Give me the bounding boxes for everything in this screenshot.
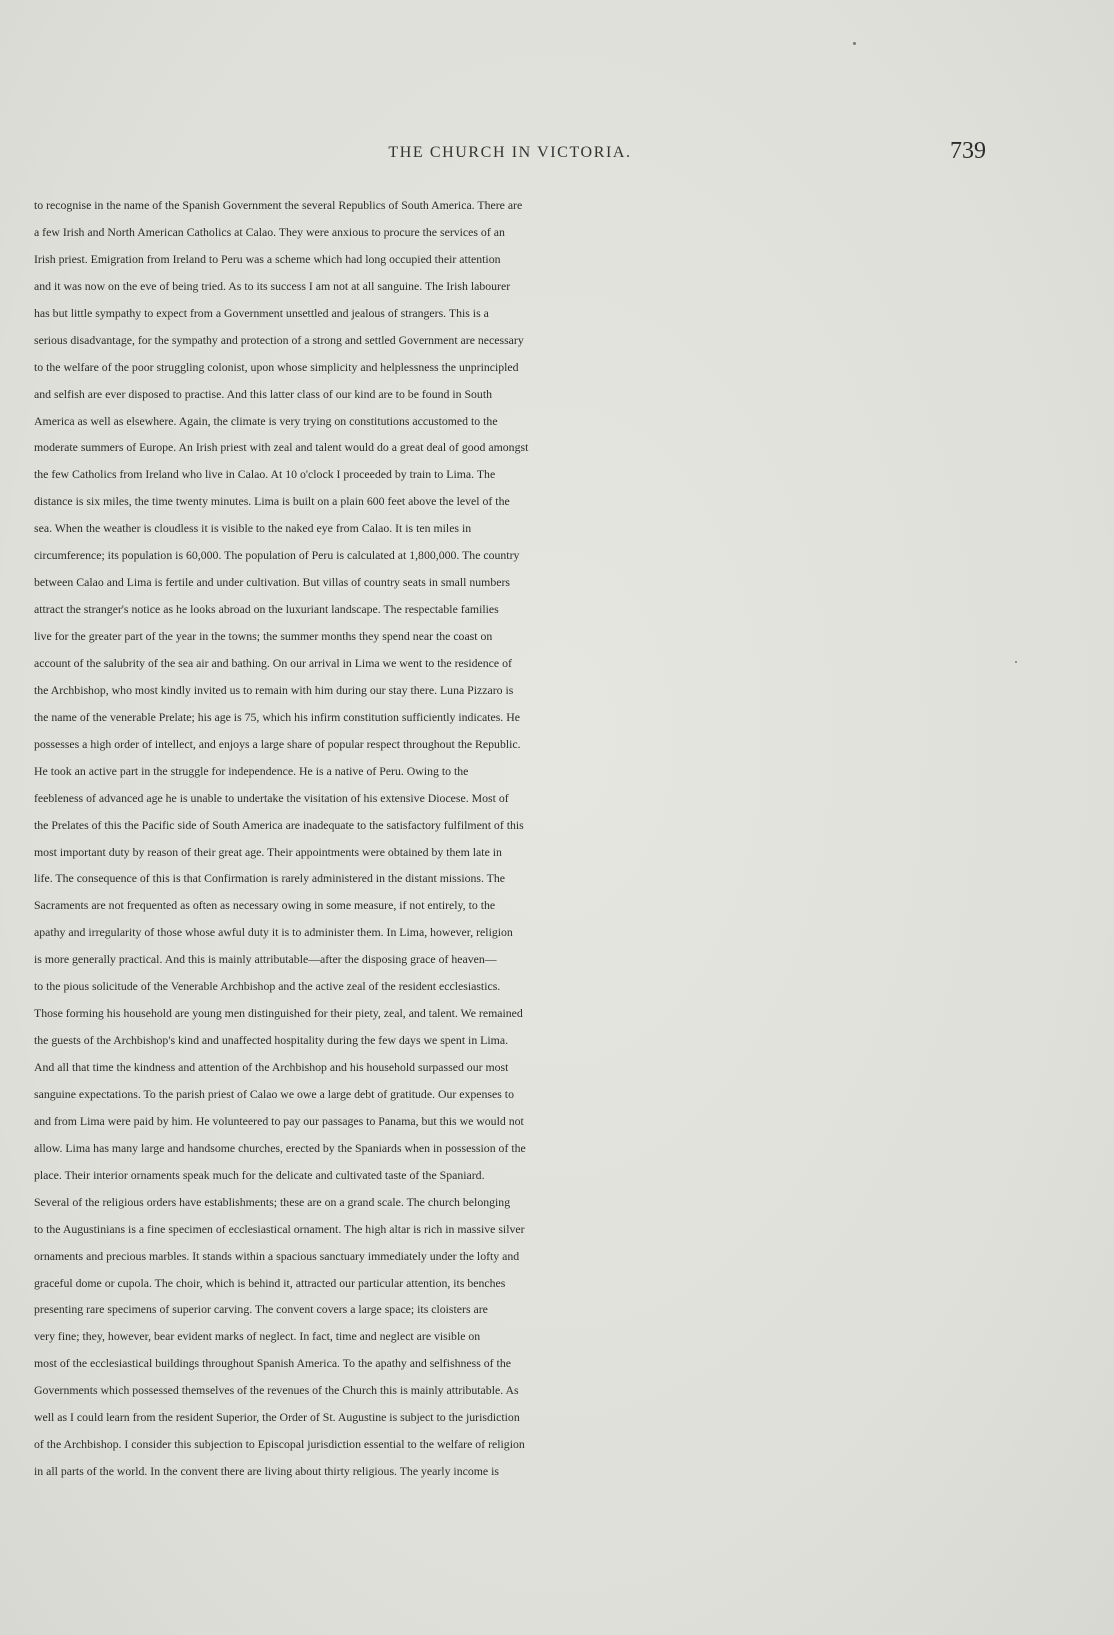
text-line: and it was now on the eve of being tried. As to its success I am not at all sanguine. The Irish labourer xyxy=(34,278,511,293)
text-line: a few Irish and North American Catholics at Calao. They were anxious to procure the services of an xyxy=(34,224,505,239)
text-line: account of the salubrity of the sea air and bathing. On our arrival in Lima we went to the residence of xyxy=(34,655,512,670)
text-line: ornaments and precious marbles. It stands within a spacious sanctuary immediately under the lofty and xyxy=(34,1248,520,1263)
text-line: and from Lima were paid by him. He volunteered to pay our passages to Panama, but this we would not xyxy=(34,1113,524,1128)
text-line: the Prelates of this the Pacific side of South America are inadequate to the satisfactory fulfilment of this xyxy=(34,817,524,832)
text-line: America as well as elsewhere. Again, the climate is very trying on constitutions accustomed to the xyxy=(34,413,498,428)
text-line: allow. Lima has many large and handsome churches, erected by the Spaniards when in possession of the xyxy=(34,1140,526,1155)
text-line: in all parts of the world. In the convent there are living about thirty religious. The yearly income is xyxy=(34,1464,499,1479)
text-line: He took an active part in the struggle for independence. He is a native of Peru. Owing to the xyxy=(34,763,469,778)
text-line: live for the greater part of the year in the towns; the summer months they spend near the coast on xyxy=(34,629,493,643)
text-line: Several of the religious orders have establishments; these are on a grand scale. The church belonging xyxy=(34,1194,511,1209)
text-line: of the Archbishop. I consider this subjection to Episcopal jurisdiction essential to the welfare of religion xyxy=(34,1437,525,1452)
text-line: Those forming his household are young men distinguished for their piety, zeal, and talent. We remained xyxy=(34,1006,523,1021)
text-line: to the welfare of the poor struggling colonist, upon whose simplicity and helplessness the unprincipled xyxy=(34,359,519,374)
text-line: the guests of the Archbishop's kind and unaffected hospitality during the few days we spent in Lima. xyxy=(34,1033,509,1048)
text-line: possesses a high order of intellect, and enjoys a large share of popular respect throughout the Republic. xyxy=(34,736,521,751)
body-text xyxy=(34,192,986,1485)
text-line: moderate summers of Europe. An Irish priest with zeal and talent would do a great deal of good amongst xyxy=(34,440,529,455)
text-line: presenting rare specimens of superior carving. The convent covers a large space; its cloisters are xyxy=(34,1302,488,1317)
text-line: life. The consequence of this is that Confirmation is rarely administered in the distant missions. The xyxy=(34,871,506,886)
text-line: most of the ecclesiastical buildings throughout Spanish America. To the apathy and selfishness of the xyxy=(34,1356,511,1371)
text-line: Governments which possessed themselves of the revenues of the Church this is mainly attributable. As xyxy=(34,1383,519,1398)
running-title: THE CHURCH IN VICTORIA. xyxy=(388,144,632,161)
page-number: 739 xyxy=(950,138,986,164)
text-line: the few Catholics from Ireland who live in Calao. At 10 o'clock I proceeded by train to Lima. The xyxy=(34,467,496,482)
text-line: very fine; they, however, bear evident marks of neglect. In fact, time and neglect are visible on xyxy=(34,1329,481,1344)
text-line: and selfish are ever disposed to practise. And this latter class of our kind are to be found in South xyxy=(34,386,493,401)
text-line: graceful dome or cupola. The choir, which is behind it, attracted our particular attention, its benches xyxy=(34,1275,506,1290)
text-line: attract the stranger's notice as he looks abroad on the luxuriant landscape. The respectable families xyxy=(34,602,499,617)
text-line: is more generally practical. And this is mainly attributable—after the disposing grace of heaven— xyxy=(34,952,497,967)
text-line: has but little sympathy to expect from a Government unsettled and jealous of strangers. This is a xyxy=(34,305,489,320)
text-line: the Archbishop, who most kindly invited us to remain with him during our stay there. Luna Pizzaro is xyxy=(34,682,514,697)
text-line: Sacraments are not frequented as often as necessary owing in some measure, if not entirely, to the xyxy=(34,898,496,913)
text-line: the name of the venerable Prelate; his age is 75, which his infirm constitution sufficiently indicates. He xyxy=(34,709,520,724)
paper-speck xyxy=(1015,661,1017,663)
text-line: sea. When the weather is cloudless it is visible to the naked eye from Calao. It is ten miles in xyxy=(34,521,472,536)
text-line: most important duty by reason of their great age. Their appointments were obtained by them late in xyxy=(34,844,502,859)
text-line: to the Augustinians is a fine specimen of ecclesiastical ornament. The high altar is rich in massive silver xyxy=(34,1221,525,1236)
text-line: between Calao and Lima is fertile and under cultivation. But villas of country seats in small numbers xyxy=(34,575,511,590)
text-line: well as I could learn from the resident Superior, the Order of St. Augustine is subject to the jurisdiction xyxy=(34,1410,520,1425)
text-line: apathy and irregularity of those whose awful duty it is to administer them. In Lima, however, religion xyxy=(34,925,513,940)
page-header xyxy=(34,138,986,168)
text-line: distance is six miles, the time twenty minutes. Lima is built on a plain 600 feet above the level of the xyxy=(34,494,510,509)
text-line: feebleness of advanced age he is unable to undertake the visitation of his extensive Diocese. Most of xyxy=(34,790,509,805)
text-line: sanguine expectations. To the parish priest of Calao we owe a large debt of gratitude. Our expenses to xyxy=(34,1086,514,1101)
text-line: serious disadvantage, for the sympathy and protection of a strong and settled Government are necessary xyxy=(34,332,524,347)
text-line: Irish priest. Emigration from Ireland to Peru was a scheme which had long occupied their attention xyxy=(34,251,501,266)
text-line: to the pious solicitude of the Venerable Archbishop and the active zeal of the resident ecclesiastics. xyxy=(34,979,501,994)
text-line: And all that time the kindness and attention of the Archbishop and his household surpassed our most xyxy=(34,1060,509,1074)
text-line: place. Their interior ornaments speak much for the delicate and cultivated taste of the Spaniard. xyxy=(34,1167,485,1182)
paper-speck xyxy=(853,42,856,45)
text-line: to recognise in the name of the Spanish Government the several Republics of South America. There are xyxy=(34,198,523,212)
text-line: circumference; its population is 60,000. The population of Peru is calculated at 1,800,000. The country xyxy=(34,548,520,563)
